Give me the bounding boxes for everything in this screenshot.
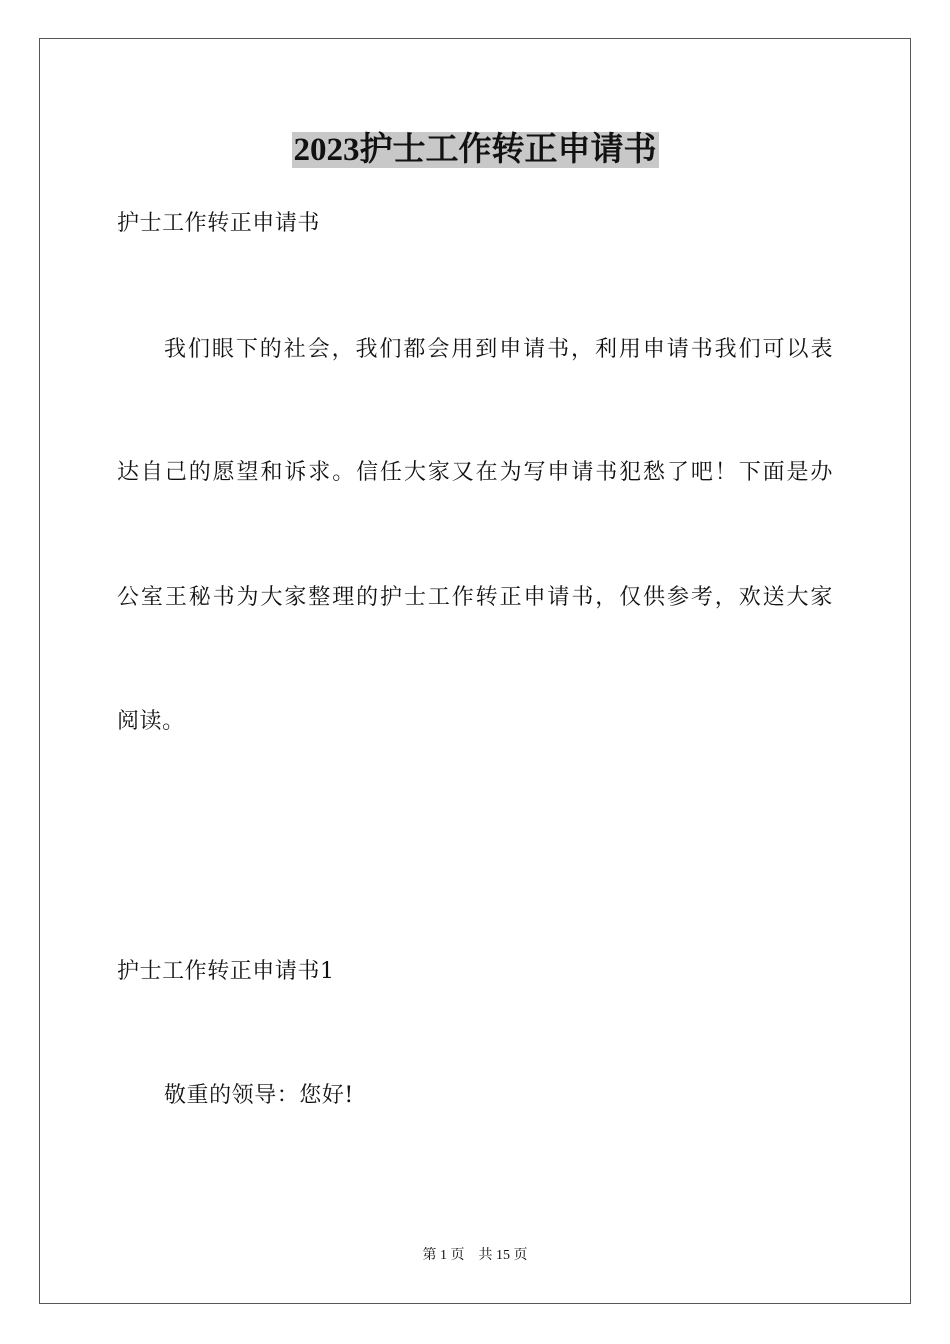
intro-line-2: 达自己的愿望和诉求。信任大家又在为写申请书犯愁了吧！下面是办 (117, 460, 833, 485)
document-subtitle: 护士工作转正申请书 (117, 211, 320, 236)
document-title (0, 128, 950, 172)
salutation: 敬重的领导：您好! (164, 1083, 354, 1108)
page-number-footer: 第 1 页 共 15 页 (422, 1248, 528, 1263)
intro-line-3: 公室王秘书为大家整理的护士工作转正申请书，仅供参考，欢送大家 (117, 585, 833, 610)
section-heading: 护士工作转正申请书1 (117, 959, 335, 984)
document-title-text: 2023护士工作转正申请书 (293, 132, 657, 168)
intro-line-1: 我们眼下的社会，我们都会用到申请书，利用申请书我们可以表 (164, 337, 833, 362)
intro-line-4: 阅读。 (117, 709, 185, 734)
